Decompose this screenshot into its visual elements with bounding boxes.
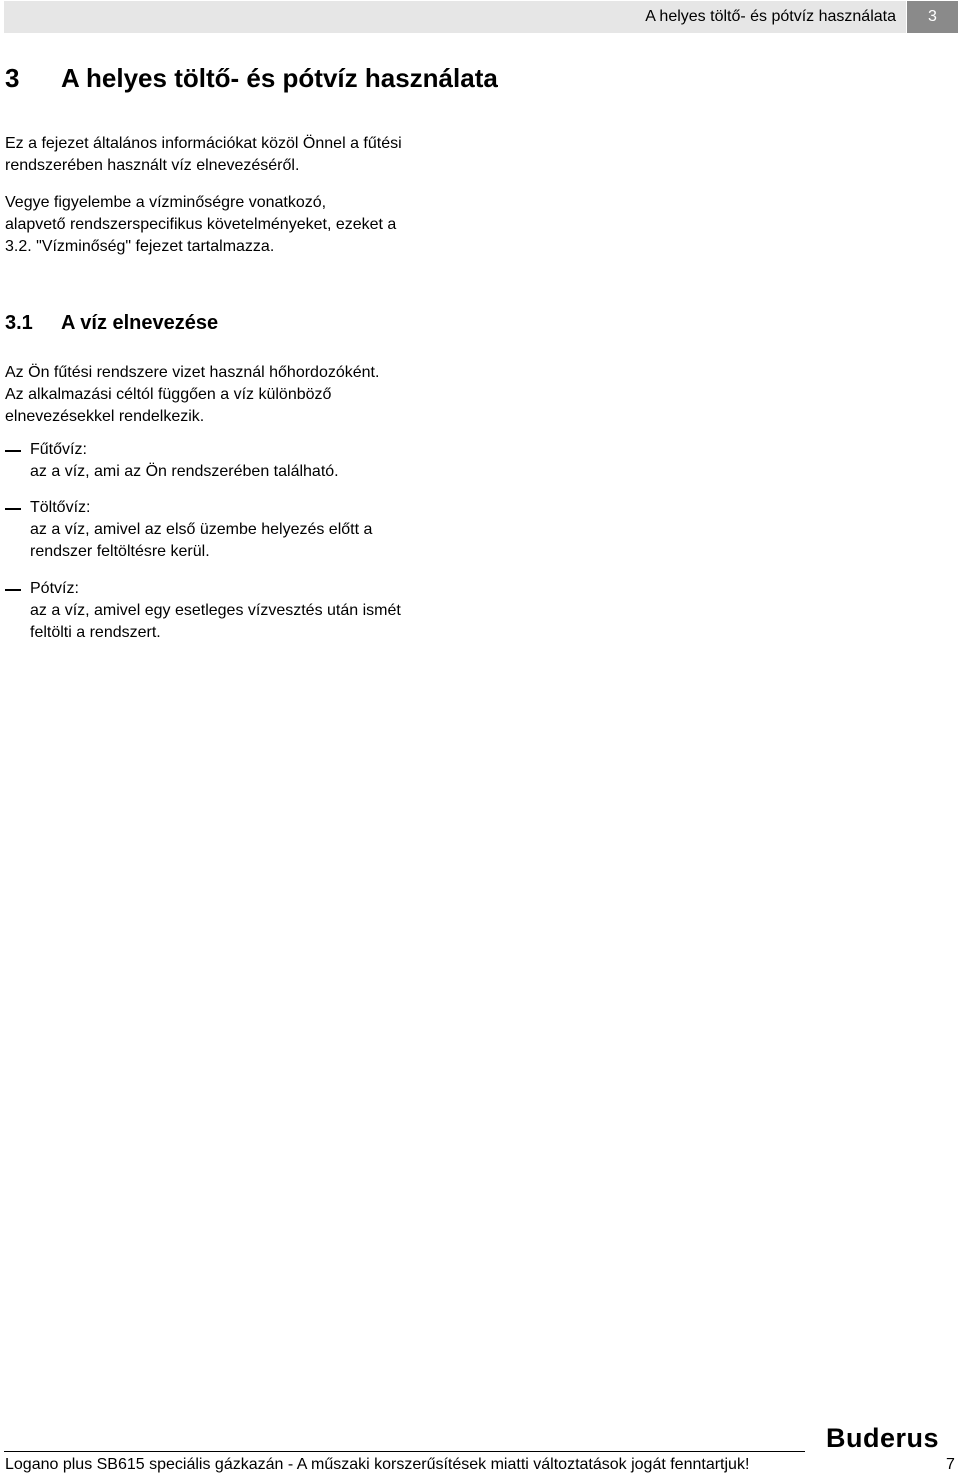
dash-bullet — [5, 508, 21, 510]
text-line: Ez a fejezet általános információkat közöl Önnel a fűtési — [5, 135, 402, 152]
chapter-title — [5, 62, 498, 94]
brand-logo: Buderus — [826, 1423, 940, 1453]
text-line: Az Ön fűtési rendszere vizet használ hőhordozóként. — [5, 364, 380, 381]
text-line: 3.2. "Vízminőség" fejezet tartalmazza. — [5, 238, 275, 255]
intro-paragraph-2 — [5, 192, 396, 258]
list-item-term: Fűtővíz: — [30, 441, 87, 458]
chapter-number-tab: 3 — [907, 1, 958, 33]
footer-divider — [4, 1451, 805, 1452]
text-line: rendszerében használt víz elnevezéséről. — [5, 157, 300, 174]
chapter-title-text: A helyes töltő- és pótvíz használata — [61, 63, 498, 93]
text-line: alapvető rendszerspecifikus követelményeket, ezeket a — [5, 216, 397, 233]
running-header — [4, 1, 906, 33]
section-title-text: A víz elnevezése — [61, 312, 219, 334]
text-line: az a víz, ami az Ön rendszerében található. — [30, 463, 339, 480]
page-number: 7 — [946, 1456, 955, 1473]
text-line: feltölti a rendszert. — [30, 624, 161, 641]
chapter-title-number: 3 — [5, 63, 20, 93]
list-item-term: Töltővíz: — [30, 499, 91, 516]
footer-text: Logano plus SB615 speciális gázkazán - A műszaki korszerűsítések miatti változtatások jogát fenntartjuk! — [5, 1456, 750, 1473]
list-item — [5, 578, 401, 644]
list-item-term: Pótvíz: — [30, 580, 79, 597]
text-line: az a víz, amivel egy esetleges vízvesztés után ismét — [30, 602, 401, 619]
text-line: elnevezésekkel rendelkezik. — [5, 408, 205, 425]
text-line: Az alkalmazási céltól függően a víz különböző — [5, 386, 332, 403]
dash-bullet — [5, 450, 21, 452]
list-item — [5, 497, 372, 563]
section-title — [5, 310, 218, 336]
section-paragraph — [5, 362, 379, 428]
intro-paragraph-1 — [5, 133, 402, 177]
dash-bullet — [5, 589, 21, 591]
text-line: rendszer feltöltésre kerül. — [30, 543, 210, 560]
text-line: az a víz, amivel az első üzembe helyezés előtt a — [30, 521, 373, 538]
section-title-number: 3.1 — [5, 312, 33, 334]
text-line: Vegye figyelembe a vízminőségre vonatkozó, — [5, 194, 327, 211]
list-item — [5, 439, 339, 483]
running-header-title: A helyes töltő- és pótvíz használata — [645, 8, 896, 25]
